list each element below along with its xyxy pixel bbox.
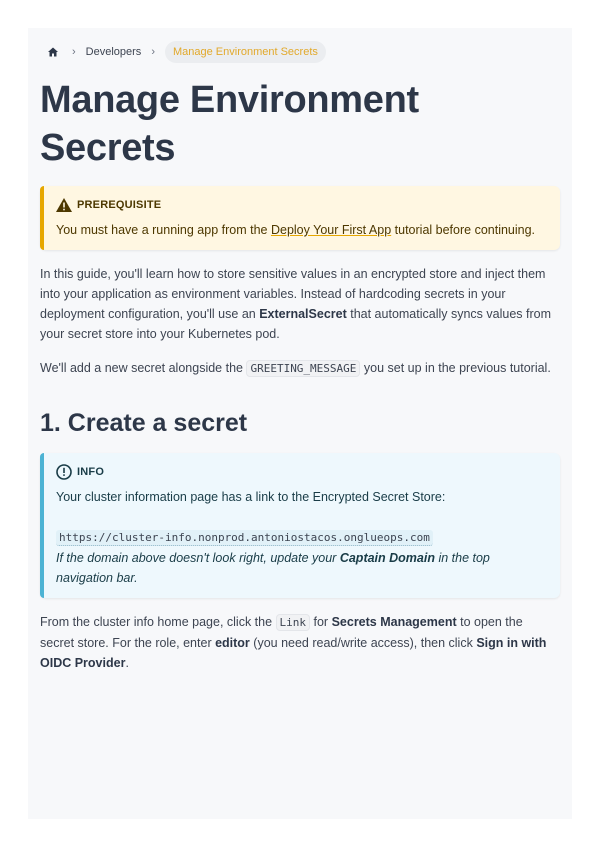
- info-admonition: [40, 453, 560, 598]
- doc-page: [28, 28, 572, 819]
- section-heading: 1. Create a secret: [40, 409, 248, 437]
- bold-term: Sign in with OIDC Provider: [40, 636, 547, 670]
- admonition-title: PREREQUISITE: [77, 199, 162, 211]
- inline-code: Link: [276, 614, 311, 631]
- intro-paragraph: [40, 264, 560, 344]
- home-icon[interactable]: [44, 43, 62, 61]
- external-secret-term: ExternalSecret: [259, 307, 347, 321]
- info-circle-icon: [56, 464, 72, 480]
- breadcrumb-item-current: Manage Environment Secrets: [165, 41, 326, 63]
- page-title: Manage Environment Secrets: [40, 79, 419, 169]
- cluster-info-url[interactable]: https://cluster-info.nonprod.antoniostacos.onglueops.com: [56, 530, 433, 546]
- text: to open the secret store. For the role, enter: [40, 615, 523, 650]
- admonition-heading: [56, 463, 548, 481]
- bold-term: Secrets Management: [331, 615, 457, 629]
- admonition-title: INFO: [77, 466, 105, 478]
- text: From the cluster info home page, click the: [40, 615, 276, 629]
- chevron-right-icon: ›: [72, 46, 76, 58]
- instructions-paragraph: [40, 612, 560, 673]
- text: You must have a running app from the: [56, 223, 271, 237]
- text: In this guide, you'll learn how to store sensitive values in an encrypted store and inject them into your application as environment variables. Instead of hardcoding secrets in your deployment configuration, you'll use an: [40, 267, 546, 321]
- doc-content: [40, 40, 560, 673]
- bold-term: editor: [215, 636, 250, 650]
- text: (you need read/write access), then click: [249, 636, 477, 650]
- greeting-paragraph: [40, 358, 560, 379]
- text: tutorial before continuing.: [391, 223, 536, 237]
- admonition-content: [56, 487, 548, 588]
- text: for: [310, 615, 332, 629]
- warning-triangle-icon: [56, 198, 72, 212]
- text: .: [125, 656, 129, 670]
- text: you set up in the previous tutorial.: [360, 361, 551, 375]
- captain-domain-term: Captain Domain: [339, 551, 435, 565]
- breadcrumb-item-developers[interactable]: Developers: [85, 46, 142, 58]
- text: in the top navigation bar.: [56, 551, 490, 585]
- chevron-right-icon: ›: [151, 46, 155, 58]
- text: that automatically syncs values from your secret store into your Kubernetes pod.: [40, 307, 552, 341]
- inline-code: GREETING_MESSAGE: [246, 360, 360, 377]
- breadcrumb: [40, 40, 560, 64]
- deploy-first-app-link[interactable]: Deploy Your First App: [270, 223, 392, 237]
- text: If the domain above doesn't look right, update your: [56, 551, 340, 565]
- info-text: Your cluster information page has a link to the Encrypted Secret Store:: [56, 490, 446, 504]
- prerequisite-admonition: [40, 186, 560, 250]
- admonition-content: [56, 220, 548, 240]
- text: We'll add a new secret alongside the: [40, 361, 247, 375]
- admonition-heading: [56, 196, 548, 214]
